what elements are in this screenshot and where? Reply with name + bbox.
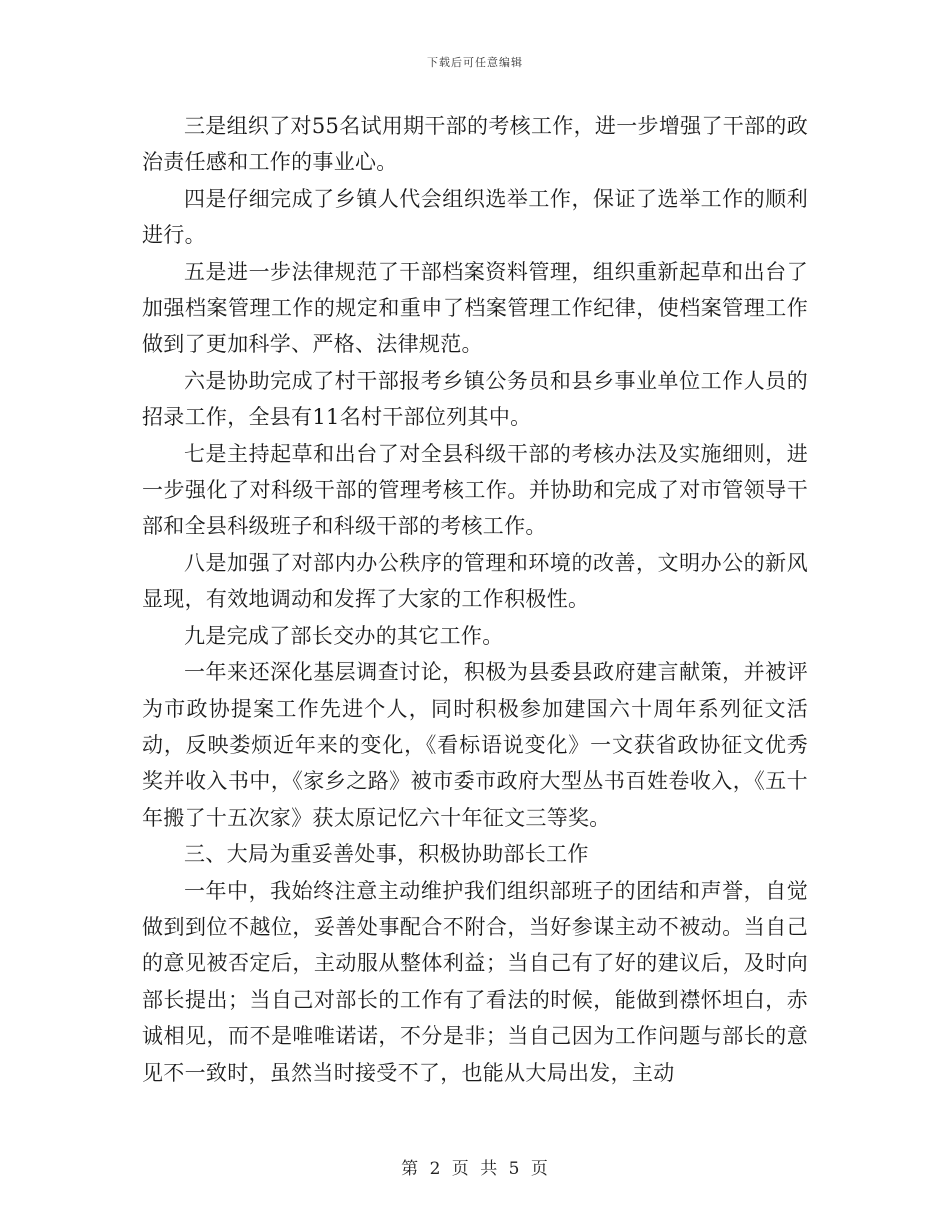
paragraph-7: 七是主持起草和出台了对全县科级干部的考核办法及实施细则，进一步强化了对科级干部的管理考核工作。并协助和完成了对市管领导干部和全县科级班子和科级干部的考核工作。 <box>142 441 808 539</box>
section-heading: 三、大局为重妥善处事，积极协助部长工作 <box>184 842 589 867</box>
paragraph-5: 五是进一步法律规范了干部档案资料管理，组织重新起草和出台了加强档案管理工作的规定和重申了档案管理工作纪律，使档案管理工作做到了更加科学、严格、法律规范。 <box>142 259 808 357</box>
paragraph-research: 一年来还深化基层调查讨论，积极为县委县政府建言献策，并被评为市政协提案工作先进个人，同时积极参加建国六十周年系列征文活动，反映娄烦近年来的变化，《看标语说变化》一文获省政协征文优秀奖并收入书中，《家乡之路》被市委市政府大型丛书百姓卷收入，《五十年搬了十五次家》获太原记忆六十年征文三等奖。 <box>142 660 808 830</box>
paragraph-cooperation: 一年中，我始终注意主动维护我们组织部班子的团结和声誉，自觉做到到位不越位，妥善处事配合不附合，当好参谋主动不被动。当自己的意见被否定后，主动服从整体利益；当自己有了好的建议后，及时向部长提出；当自己对部长的工作有了看法的时候，能做到襟怀坦白，赤诚相见，而不是唯唯诺诺，不分是非；当自己因为工作问题与部长的意见不一致时，虽然当时接受不了，也能从大局出发，主动 <box>142 878 808 1085</box>
paragraph-8: 八是加强了对部内办公秩序的管理和环境的改善，文明办公的新风显现，有效地调动和发挥了大家的工作积极性。 <box>142 550 808 612</box>
paragraph-6: 六是协助完成了村干部报考乡镇公务员和县乡事业单位工作人员的招录工作，全县有11名村干部位列其中。 <box>142 368 808 430</box>
document-body <box>142 108 808 1091</box>
paragraph-9: 九是完成了部长交办的其它工作。 <box>184 623 504 648</box>
header-note: 下载后可任意编辑 <box>427 56 523 69</box>
paragraph-4: 四是仔细完成了乡镇人代会组织选举工作，保证了选举工作的顺利进行。 <box>142 186 808 248</box>
page-number: 第 2 页 共 5 页 <box>401 1159 549 1179</box>
paragraph-3: 三是组织了对55名试用期干部的考核工作，进一步增强了干部的政治责任感和工作的事业心。 <box>142 114 808 175</box>
